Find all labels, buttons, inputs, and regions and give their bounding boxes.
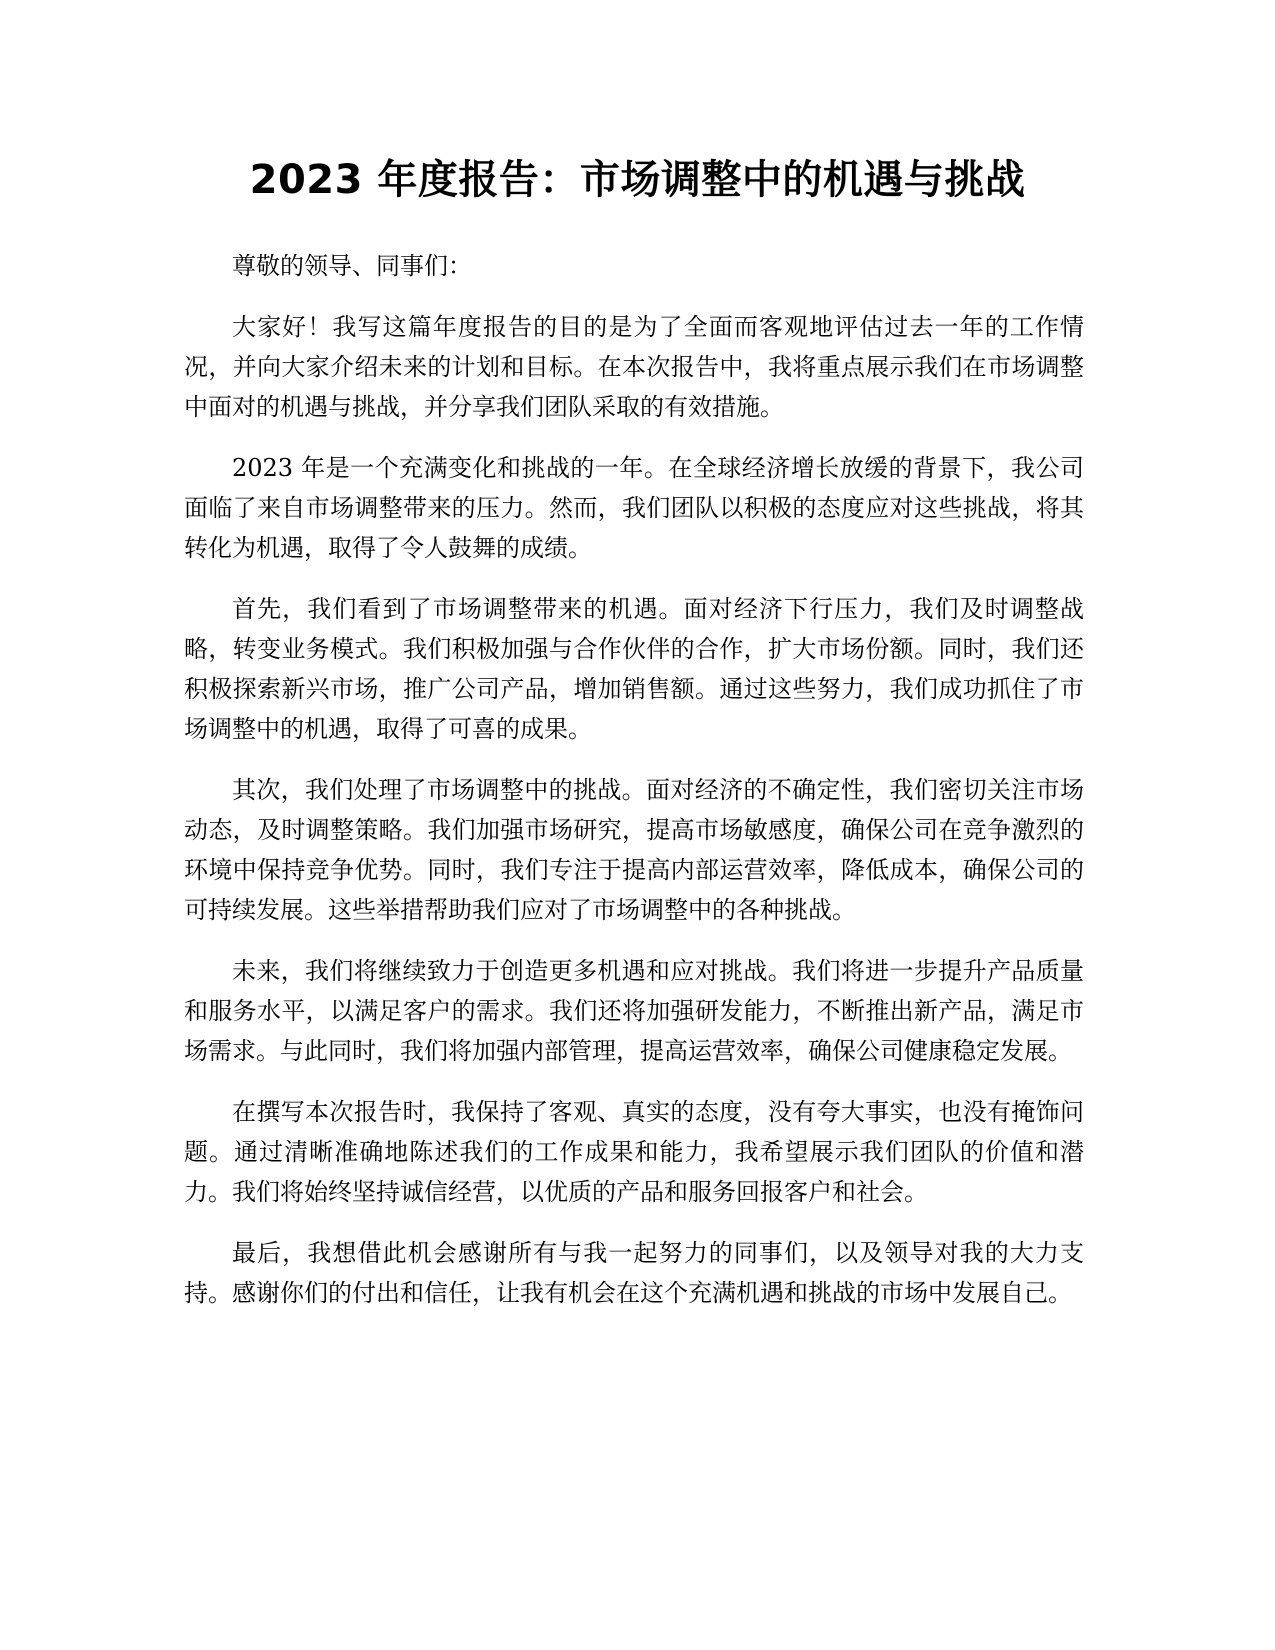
- paragraph-challenges: 其次，我们处理了市场调整中的挑战。面对经济的不确定性，我们密切关注市场动态，及时调整策略。我们加强市场研究，提高市场敏感度，确保公司在竞争激烈的环境中保持竞争优势。同时，我们专注于提高内部运营效率，降低成本，确保公司的可持续发展。这些举措帮助我们应对了市场调整中的各种挑战。: [184, 776, 1084, 924]
- paragraph-intro: 大家好！我写这篇年度报告的目的是为了全面而客观地评估过去一年的工作情况，并向大家介绍未来的计划和目标。在本次报告中，我将重点展示我们在市场调整中面对的机遇与挑战，并分享我们团队采取的有效措施。: [184, 313, 1084, 421]
- paragraph-opportunities: 首先，我们看到了市场调整带来的机遇。面对经济下行压力，我们及时调整战略，转变业务模式。我们积极加强与合作伙伴的合作，扩大市场份额。同时，我们还积极探索新兴市场，推广公司产品，增加销售额。通过这些努力，我们成功抓住了市场调整中的机遇，取得了可喜的成果。: [184, 595, 1084, 743]
- paragraph-year-overview: 2023 年是一个充满变化和挑战的一年。在全球经济增长放缓的背景下，我公司面临了来自市场调整带来的压力。然而，我们团队以积极的态度应对这些挑战，将其转化为机遇，取得了令人鼓舞的成绩。: [184, 454, 1084, 562]
- document-body: [184, 246, 1084, 1334]
- paragraph-report-attitude: 在撰写本次报告时，我保持了客观、真实的态度，没有夸大事实，也没有掩饰问题。通过清晰准确地陈述我们的工作成果和能力，我希望展示我们团队的价值和潜力。我们将始终坚持诚信经营，以优质的产品和服务回报客户和社会。: [184, 1098, 1084, 1206]
- paragraph-thanks: 最后，我想借此机会感谢所有与我一起努力的同事们，以及领导对我的大力支持。感谢你们的付出和信任，让我有机会在这个充满机遇和挑战的市场中发展自己。: [184, 1239, 1084, 1307]
- paragraph-future-plans: 未来，我们将继续致力于创造更多机遇和应对挑战。我们将进一步提升产品质量和服务水平，以满足客户的需求。我们还将加强研发能力，不断推出新产品，满足市场需求。与此同时，我们将加强内部管理，提高运营效率，确保公司健康稳定发展。: [184, 957, 1084, 1065]
- salutation: 尊敬的领导、同事们：: [232, 252, 472, 280]
- document-title: 2023 年度报告：市场调整中的机遇与挑战: [249, 157, 1026, 203]
